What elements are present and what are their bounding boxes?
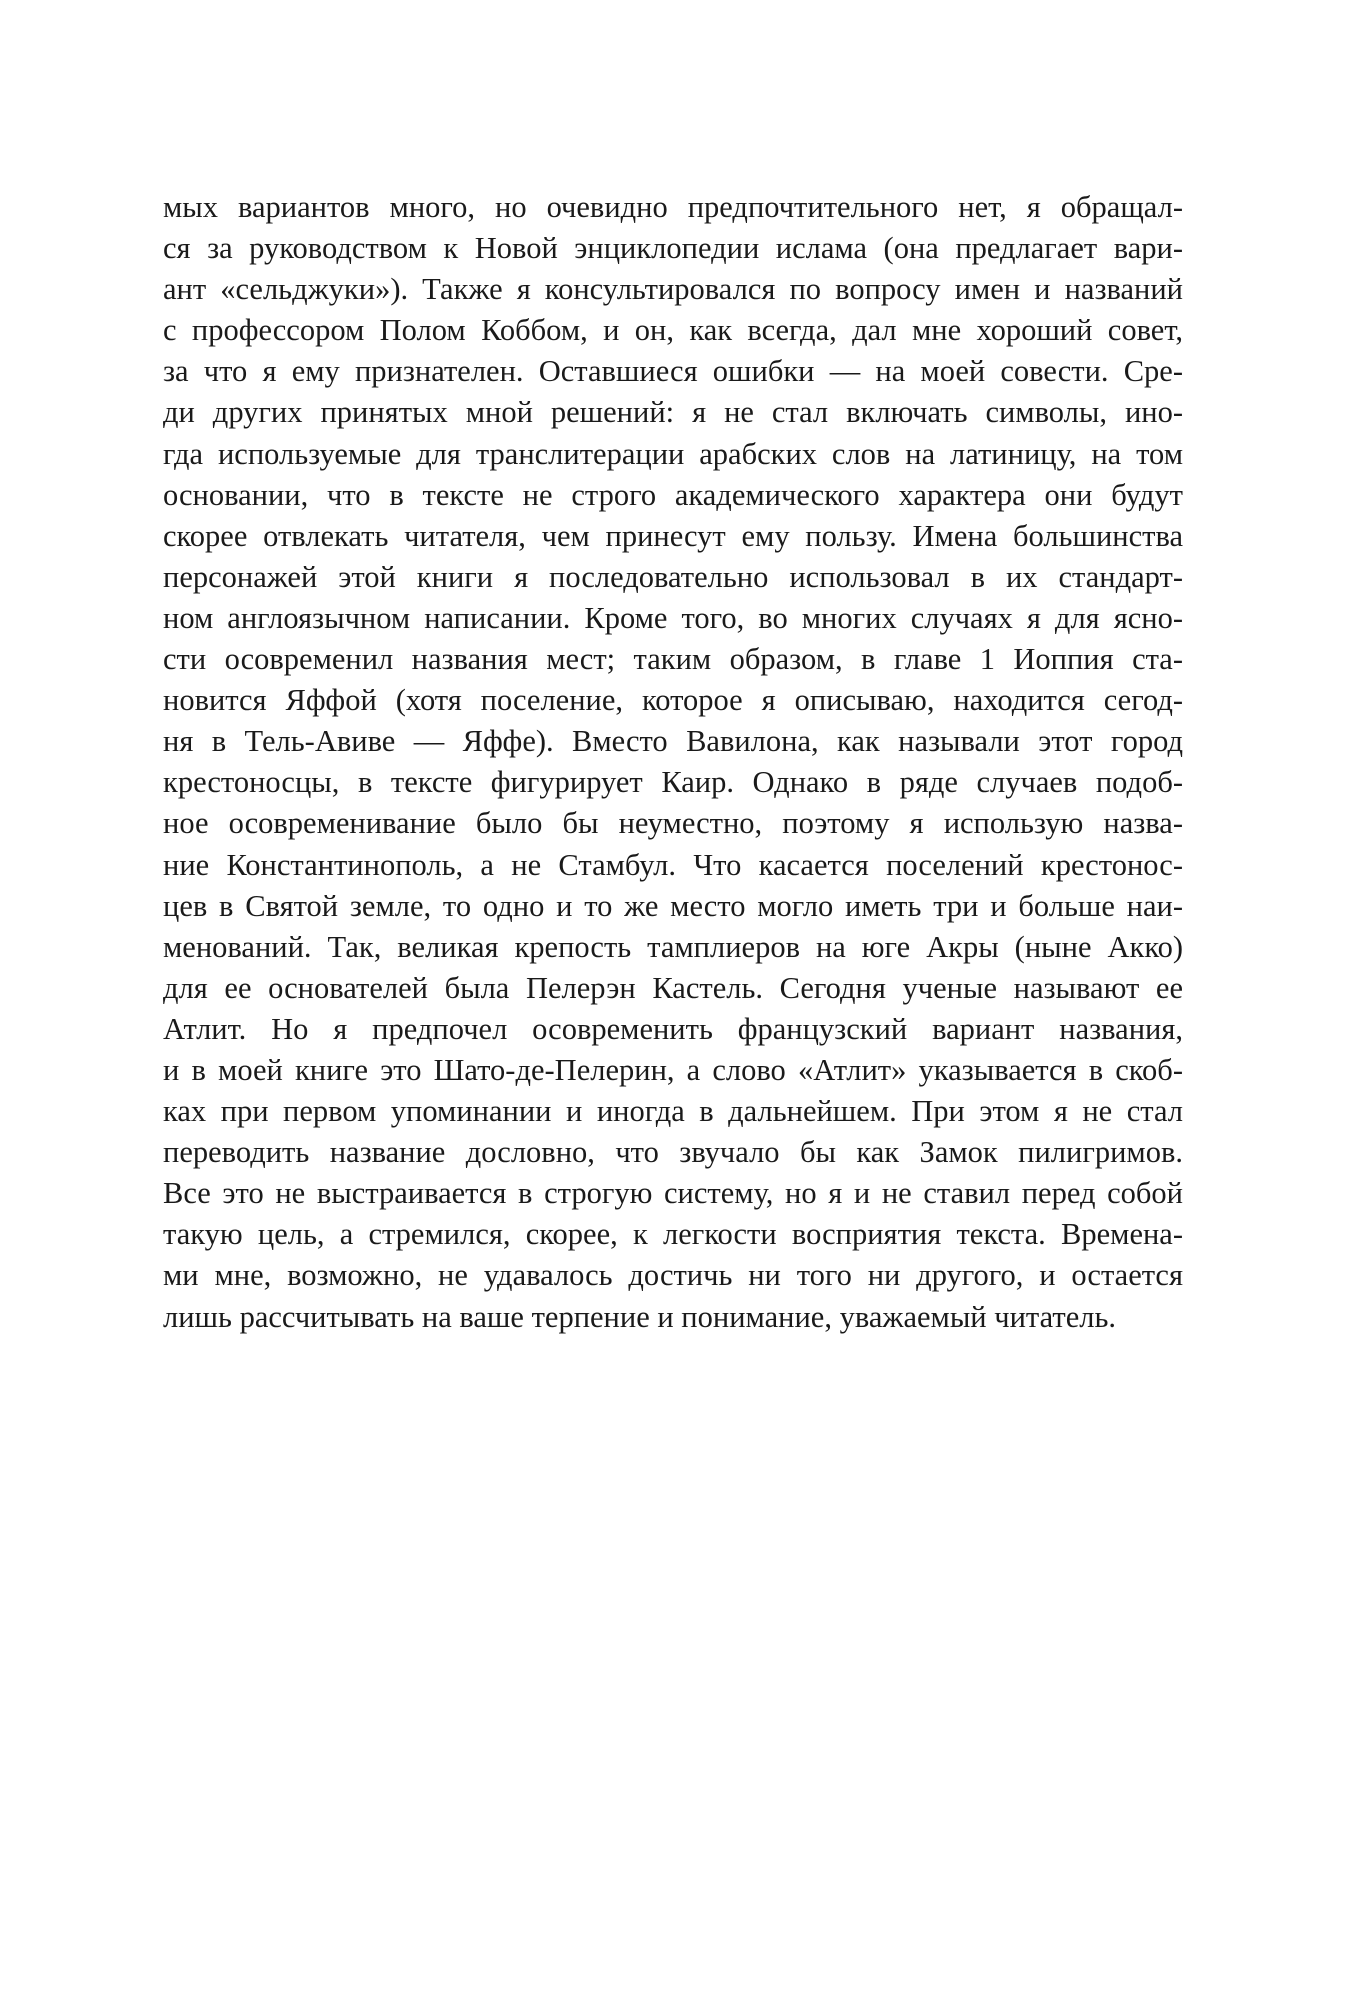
text-line: гда используемые для транслитерации арабских слов на латиницу, на том [163, 436, 1183, 471]
text-line: крестоносцы, в тексте фигурирует Каир. Однако в ряде случаев подоб- [163, 765, 1183, 800]
text-line: ди других принятых мной решений: я не стал включать символы, ино- [163, 395, 1183, 430]
text-line: переводить название дословно, что звучало бы как Замок пилигримов. [163, 1135, 1183, 1170]
text-line: Все это не выстраивается в строгую систему, но я и не ставил перед собой [163, 1176, 1183, 1211]
text-line: лишь рассчитывать на ваше терпение и понимание, уважаемый читатель. [163, 1299, 1116, 1334]
text-line: ант «сельджуки»). Также я консультировался по вопросу имен и названий [163, 272, 1183, 307]
text-line: и в моей книге это Шато-де-Пелерин, а слово «Атлит» указывается в скоб- [163, 1052, 1183, 1087]
text-line: ми мне, возможно, не удавалось достичь ни того ни другого, и остается [163, 1258, 1183, 1293]
text-line: ся за руководством к Новой энциклопедии ислама (она предлагает вари- [163, 231, 1183, 266]
text-line: ние Константинополь, а не Стамбул. Что касается поселений крестонос- [163, 847, 1183, 882]
text-line: с профессором Полом Коббом, и он, как всегда, дал мне хороший совет, [163, 313, 1183, 348]
text-line: сти осовременил названия мест; таким образом, в главе 1 Иоппия ста- [163, 642, 1183, 677]
text-line: персонажей этой книги я последовательно использовал в их стандарт- [163, 559, 1183, 594]
text-line: скорее отвлекать читателя, чем принесут ему пользу. Имена большинства [163, 518, 1183, 553]
text-line: ном англоязычном написании. Кроме того, во многих случаях я для ясно- [163, 600, 1183, 635]
body-paragraph [163, 187, 1183, 1338]
text-line: ное осовременивание было бы неуместно, поэтому я использую назва- [163, 806, 1183, 841]
text-line: менований. Так, великая крепость тамплиеров на юге Акры (ныне Акко) [163, 929, 1183, 964]
text-line: новится Яффой (хотя поселение, которое я описываю, находится сегод- [163, 683, 1183, 718]
text-line: такую цель, а стремился, скорее, к легкости восприятия текста. Времена- [163, 1217, 1183, 1252]
text-line: мых вариантов много, но очевидно предпочтительного нет, я обращал- [163, 190, 1183, 224]
text-line: для ее основателей была Пелерэн Кастель. Сегодня ученые называют ее [163, 970, 1183, 1005]
text-line: Атлит. Но я предпочел осовременить французский вариант названия, [163, 1011, 1183, 1046]
text-line: за что я ему признателен. Оставшиеся ошибки — на моей совести. Сре- [163, 354, 1183, 389]
text-line: ня в Тель-Авиве — Яффе). Вместо Вавилона, как называли этот город [163, 724, 1183, 759]
text-line: основании, что в тексте не строго академического характера они будут [163, 477, 1183, 512]
text-line: ках при первом упоминании и иногда в дальнейшем. При этом я не стал [163, 1094, 1183, 1129]
text-line: цев в Святой земле, то одно и то же место могло иметь три и больше наи- [163, 888, 1183, 923]
